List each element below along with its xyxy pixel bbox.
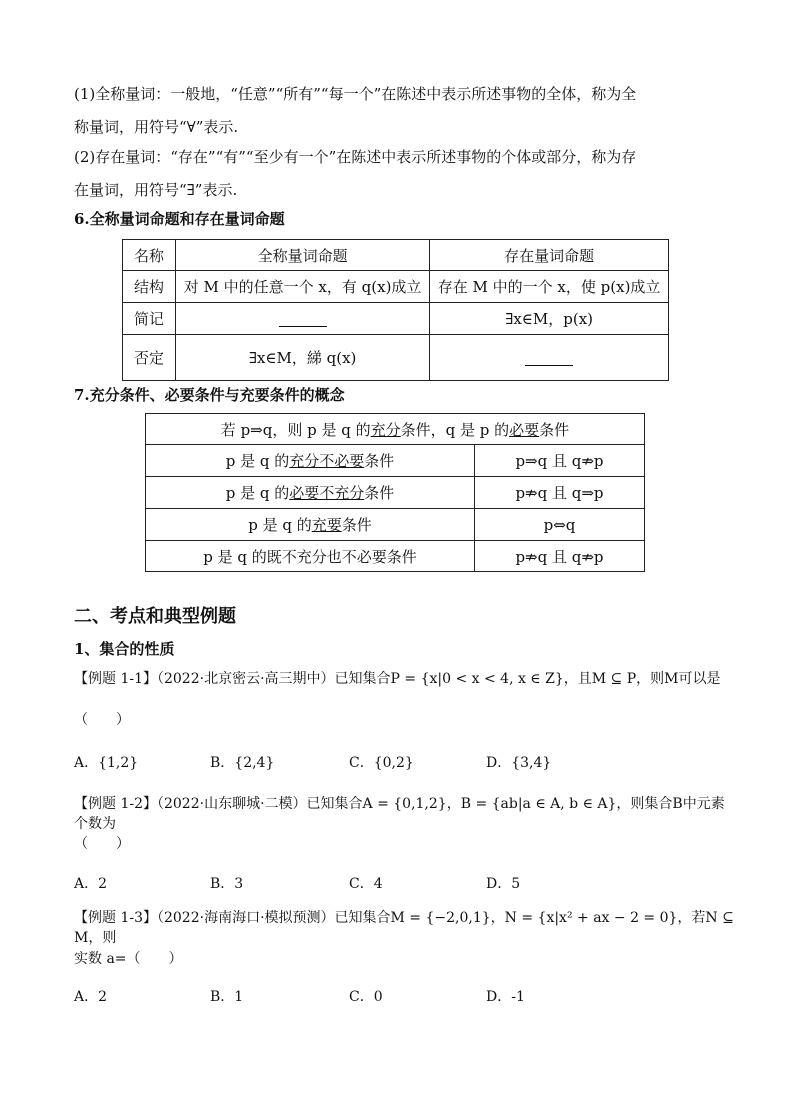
- option-a: A．{1,2}: [74, 755, 139, 771]
- option-d: D．5: [486, 876, 521, 892]
- table-cell: 否定: [123, 335, 176, 381]
- table-cell: ∃x∈M，p(x): [430, 303, 669, 335]
- text-line: (1)全称量词：一般地，“任意”“所有”“每一个”在陈述中表示所述事物的全体，称为全: [74, 85, 637, 103]
- fill-blank: [279, 312, 327, 327]
- text-span: 条件: [539, 420, 570, 439]
- example-1-3-stem-line-2: 实数 a=（ ）: [74, 951, 183, 967]
- table-cell-blank: [430, 335, 669, 381]
- example-1-2-stem: 【例题 1-2】（2022·山东聊城·二模）已知集合A = {0,1,2}，B = {ab|a ∈ A, b ∈ A}，则集合B中元素个数为: [74, 796, 725, 832]
- text-span: 条件: [364, 452, 395, 470]
- table-row: [146, 477, 645, 509]
- option-d: D．-1: [486, 989, 525, 1005]
- table-cell: 结构: [123, 271, 176, 303]
- answer-paren: （ ）: [74, 836, 130, 852]
- text-span: 条件: [364, 484, 395, 502]
- text-span: p 是 q 的既不充分也不必要条件: [203, 547, 417, 566]
- table-cell: 存在 M 中的一个 x，使 p(x)成立: [430, 271, 669, 303]
- table-row: [123, 335, 669, 381]
- option-b: B．1: [210, 989, 244, 1005]
- subsection-title: 1、集合的性质: [74, 640, 175, 658]
- condition-table: [145, 413, 645, 572]
- table-header: 名称: [123, 240, 176, 271]
- table-row: [123, 240, 669, 271]
- option-b: B．3: [210, 876, 244, 892]
- paragraph-universal-quantifier: [74, 78, 724, 144]
- table-cell: [146, 541, 475, 572]
- option-a: A．2: [74, 989, 108, 1005]
- example-1-3-stem: 【例题 1-3】（2022·海南海口·模拟预测）已知集合M = {−2,0,1}，N = {x|x² + ax − 2 = 0}，若N ⊆ M，则: [74, 910, 734, 946]
- table-cell: p⇒q 且 q⇏p: [475, 445, 645, 477]
- example-1-1-stem: 【例题 1-1】（2022·北京密云·高三期中）已知集合P = {x|0 < x < 4, x ∈ Z}，且M ⊆ P，则M可以是: [74, 671, 721, 687]
- text-line: 在量词，用符号“∃”表示.: [74, 181, 238, 199]
- underlined-term: 必要不充分: [289, 484, 365, 502]
- table-cell: [146, 509, 475, 541]
- underlined-term: 充分: [370, 420, 401, 439]
- table-cell: 简记: [123, 303, 176, 335]
- text-span: p 是 q 的: [225, 484, 290, 502]
- part-2-title: 二、考点和典型例题: [74, 606, 236, 627]
- table-cell: p⇏q 且 q⇏p: [475, 541, 645, 572]
- paragraph-existential-quantifier: [74, 141, 724, 207]
- underlined-term: 必要: [509, 420, 540, 439]
- table-cell: p⇏q 且 q⇒p: [475, 477, 645, 509]
- option-c: C．4: [349, 876, 383, 892]
- table-row: [123, 303, 669, 335]
- text-span: p 是 q 的: [248, 516, 312, 534]
- table-row: [146, 509, 645, 541]
- table-header: 全称量词命题: [176, 240, 430, 271]
- fill-blank: [525, 351, 573, 366]
- underlined-term: 充分不必要: [289, 452, 365, 470]
- table-cell-blank: [176, 303, 430, 335]
- section-7-title: 7.充分条件、必要条件与充要条件的概念: [74, 386, 345, 404]
- text-line: 称量词，用符号“∀”表示.: [74, 118, 239, 136]
- table-header: 存在量词命题: [430, 240, 669, 271]
- text-span: 若 p⇒q，则 p 是 q 的: [220, 420, 371, 439]
- section-6-title: 6.全称量词命题和存在量词命题: [74, 210, 285, 228]
- text-span: 条件: [341, 516, 372, 534]
- table-row: [146, 414, 645, 445]
- table-row: [146, 541, 645, 572]
- text-line: (2)存在量词：“存在”“有”“至少有一个”在陈述中表示所述事物的个体或部分，称为存: [74, 148, 637, 166]
- table-cell: [146, 477, 475, 509]
- text-span: 条件，q 是 p 的: [400, 420, 510, 439]
- answer-paren: （ ）: [74, 712, 130, 728]
- table-cell: ∃x∈M，綈 q(x): [176, 335, 430, 381]
- option-c: C．{0,2}: [349, 755, 414, 771]
- option-d: D．{3,4}: [486, 755, 552, 771]
- table-row: [146, 445, 645, 477]
- option-c: C．0: [349, 989, 383, 1005]
- underlined-term: 充要: [311, 516, 342, 534]
- text-span: p 是 q 的: [225, 452, 290, 470]
- option-b: B．{2,4}: [210, 755, 275, 771]
- option-a: A．2: [74, 876, 108, 892]
- table-row: [123, 271, 669, 303]
- table-cell: p⇔q: [475, 509, 645, 541]
- table-header: [146, 414, 645, 445]
- quantifier-table: [122, 239, 669, 381]
- table-cell: 对 M 中的任意一个 x，有 q(x)成立: [176, 271, 430, 303]
- table-cell: [146, 445, 475, 477]
